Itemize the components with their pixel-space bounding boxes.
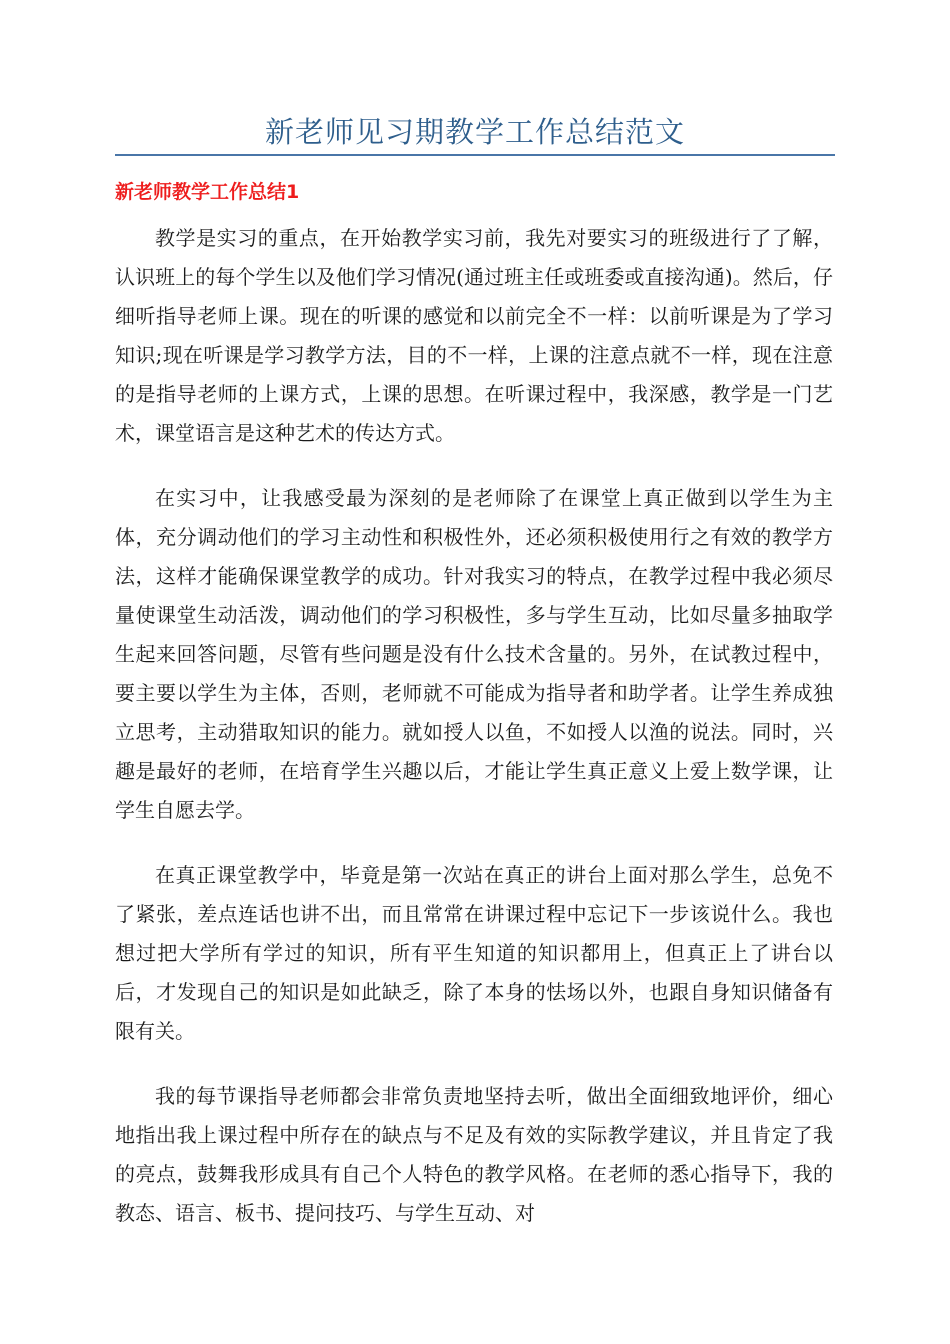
body-text (115, 219, 833, 1259)
paragraph-2: 在实习中，让我感受最为深刻的是老师除了在课堂上真正做到以学生为主体，充分调动他们的学习主动性和积极性外，还必须积极使用行之有效的教学方法，这样才能确保课堂教学的成功。针对我实习的特点，在教学过程中我必须尽量使课堂生动活泼，调动他们的学习积极性，多与学生互动，比如尽量多抽取学生起来回答问题，尽管有些问题是没有什么技术含量的。另外，在试教过程中，要主要以学生为主体，否则，老师就不可能成为指导者和助学者。让学生养成独立思考，主动猎取知识的能力。就如授人以鱼，不如授人以渔的说法。同时，兴趣是最好的老师，在培育学生兴趣以后，才能让学生真正意义上爱上数学课，让学生自愿去学。 (115, 486, 833, 822)
document-title: 新老师见习期教学工作总结范文 (264, 115, 685, 149)
title-underline (115, 154, 835, 156)
paragraph-3: 在真正课堂教学中，毕竟是第一次站在真正的讲台上面对那么学生，总免不了紧张，差点连话也讲不出，而且常常在讲课过程中忘记下一步该说什么。我也想过把大学所有学过的知识，所有平生知道的知识都用上，但真正上了讲台以后，才发现自己的知识是如此缺乏，除了本身的怯场以外，也跟自身知识储备有限有关。 (115, 863, 833, 1043)
paragraph-1: 教学是实习的重点，在开始教学实习前，我先对要实习的班级进行了了解，认识班上的每个学生以及他们学习情况(通过班主任或班委或直接沟通)。然后，仔细听指导老师上课。现在的听课的感觉和以前完全不一样：以前听课是为了学习知识;现在听课是学习教学方法，目的不一样，上课的注意点就不一样，现在注意的是指导老师的上课方式，上课的思想。在听课过程中，我深感，教学是一门艺术，课堂语言是这种艺术的传达方式。 (115, 226, 833, 445)
paragraph-4: 我的每节课指导老师都会非常负责地坚持去听，做出全面细致地评价，细心地指出我上课过程中所存在的缺点与不足及有效的实际教学建议，并且肯定了我的亮点，鼓舞我形成具有自己个人特色的教学风格。在老师的悉心指导下，我的教态、语言、板书、提问技巧、与学生互动、对 (115, 1084, 833, 1225)
section-heading: 新老师教学工作总结1 (115, 181, 300, 203)
